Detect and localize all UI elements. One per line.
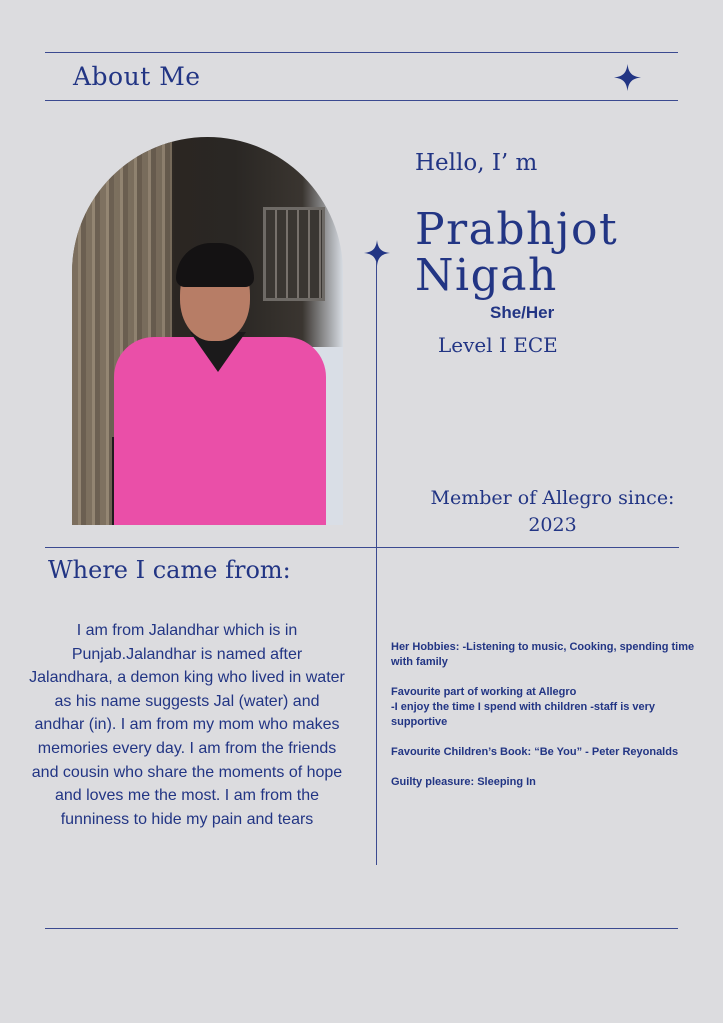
origin-story: I am from Jalandhar which is in Punjab.Jalandhar is named after Jalandhara, a demon king who lived in water as his name suggests Jal (water) and andhar (in). I am from my mom who makes memories every day. I am from the friends and cousin who share the moments of hope and loves me the most. I am from the funniness to hide my pain and tears (29, 622, 345, 828)
person-name (415, 204, 619, 301)
first-name: Prabhjot (415, 204, 619, 255)
greeting: Hello, I’ m (415, 150, 538, 176)
vertical-divider (376, 262, 377, 865)
member-since (400, 485, 705, 539)
profile-photo (72, 137, 343, 525)
four-point-star-icon (364, 240, 390, 266)
level-label: Level I ECE (438, 333, 558, 357)
section-heading: Where I came from: (48, 556, 291, 584)
member-since-label: Member of Allegro since: (430, 487, 675, 509)
header-rule (45, 100, 678, 101)
page-title: About Me (73, 62, 201, 91)
favourite-book: Favourite Children’s Book: “Be You” - Peter Reyonalds (391, 746, 679, 758)
hobbies-text: Her Hobbies: -Listening to music, Cooking, spending time with family (391, 641, 695, 668)
pronouns: She/Her (490, 303, 555, 322)
bottom-rule (45, 928, 678, 929)
favourite-part-text: -I enjoy the time I spend with children -staff is very supportive (391, 701, 656, 728)
four-point-star-icon (614, 64, 641, 91)
member-since-year: 2023 (528, 514, 577, 536)
top-rule (45, 52, 678, 53)
favourite-part (391, 685, 701, 730)
favourite-part-title: Favourite part of working at Allegro (391, 686, 577, 698)
facts-list (391, 640, 701, 805)
last-name: Nigah (415, 250, 558, 301)
middle-rule (45, 547, 679, 548)
guilty-pleasure: Guilty pleasure: Sleeping In (391, 776, 536, 788)
